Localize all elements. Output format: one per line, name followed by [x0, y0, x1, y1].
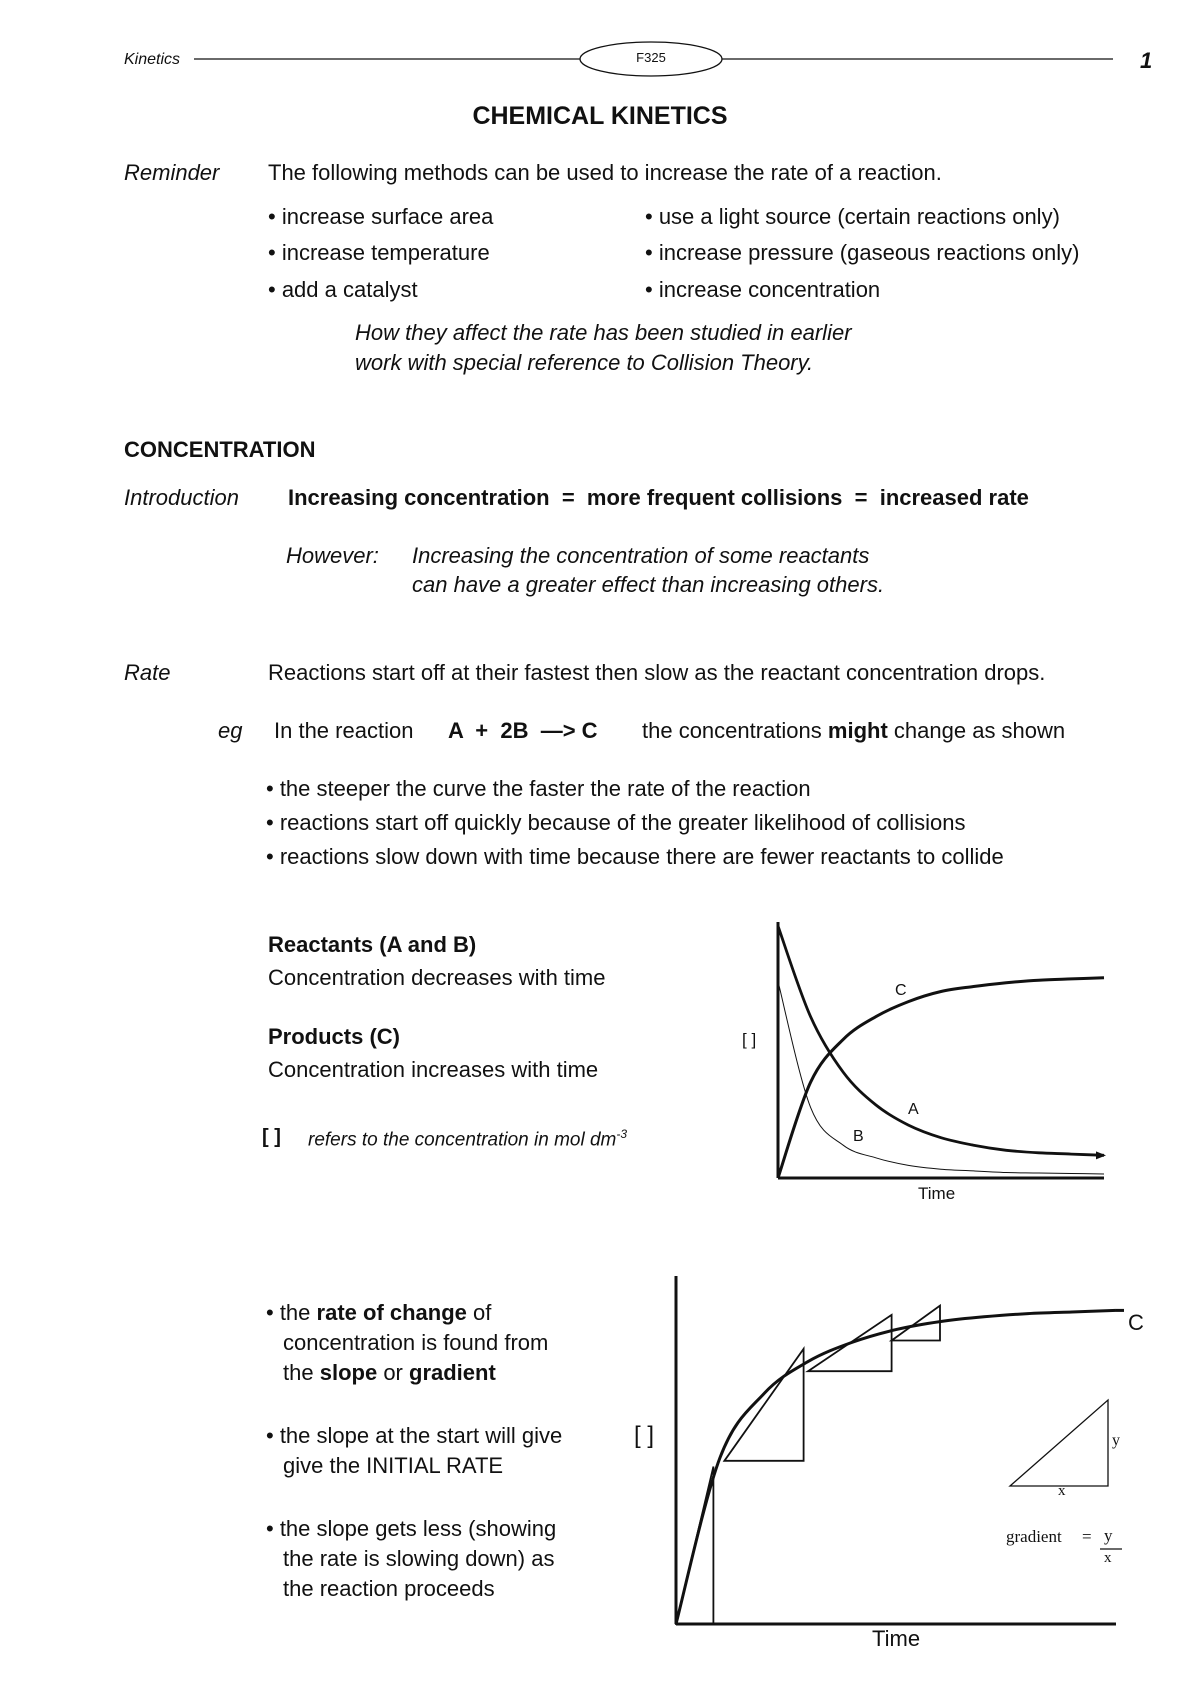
- chart2-series-c-line: [676, 1310, 1116, 1624]
- eg-label: eg: [218, 718, 243, 743]
- list-item: • reactions start off quickly because of the greater likelihood of collisions: [266, 810, 966, 835]
- eg-bold: might: [827, 718, 888, 743]
- reminder-label: Reminder: [124, 160, 220, 185]
- reactants-text: Concentration decreases with time: [268, 965, 606, 990]
- reminder-text: The following methods can be used to increase the rate of a reaction.: [268, 160, 942, 185]
- however-line2: can have a greater effect than increasing others.: [412, 572, 885, 597]
- list-item: • use a light source (certain reactions only): [645, 204, 1060, 229]
- gradient-formula-numerator: y: [1104, 1526, 1113, 1545]
- page-title: CHEMICAL KINETICS: [472, 102, 728, 130]
- chart2-ylabel: [ ]: [634, 1422, 655, 1449]
- list-item: • increase concentration: [645, 277, 881, 302]
- eg-equation: A + 2B —> C: [448, 718, 598, 743]
- slope-note-3-line1: • the slope gets less (showing: [266, 1516, 557, 1541]
- however-line1: Increasing the concentration of some reactants: [412, 543, 870, 568]
- list-item: • increase pressure (gaseous reactions only): [645, 240, 1080, 265]
- list-item: • increase surface area: [268, 204, 494, 229]
- slope-note-1-l3d: gradient: [409, 1360, 496, 1385]
- products-text: Concentration increases with time: [268, 1057, 599, 1082]
- gradient-formula-equals: =: [1082, 1527, 1092, 1546]
- slope-note-1-line2: concentration is found from: [283, 1330, 549, 1355]
- slope-note-2-line2: give the INITIAL RATE: [283, 1453, 504, 1478]
- header-left: Kinetics: [124, 51, 181, 68]
- list-item: • the steeper the curve the faster the rate of the reaction: [266, 776, 811, 801]
- bracket-note-sup: -3: [616, 1127, 628, 1141]
- slope-note-1-l3a: the: [283, 1360, 314, 1385]
- chart1-series-label-c: C: [895, 982, 907, 999]
- triangle-y-label: y: [1112, 1432, 1120, 1449]
- header-center: F325: [636, 50, 666, 65]
- chart2-series-label-c: C: [1128, 1310, 1144, 1335]
- reactants-heading: Reactants (A and B): [268, 932, 477, 957]
- slope-note-1-c: of: [473, 1300, 492, 1325]
- section-heading-concentration: CONCENTRATION: [124, 437, 316, 462]
- list-item: • increase temperature: [268, 240, 490, 265]
- page-number: 1: [1140, 48, 1153, 73]
- however-label: However:: [286, 543, 379, 568]
- intro-text: Increasing concentration = more frequent collisions = increased rate: [288, 485, 1029, 510]
- chart1-ylabel: [ ]: [742, 1030, 757, 1049]
- triangle-x-label: x: [1058, 1483, 1066, 1499]
- reminder-note-line1: How they affect the rate has been studied in earlier: [355, 320, 852, 345]
- slope-note-3-line3: the reaction proceeds: [283, 1576, 495, 1601]
- rate-text: Reactions start off at their fastest then slow as the reactant concentration drops.: [268, 660, 1046, 685]
- tangent-triangle: [676, 1467, 713, 1624]
- tangent-triangle: [808, 1315, 892, 1371]
- intro-label: Introduction: [124, 485, 239, 510]
- slope-note-1-a: • the: [266, 1300, 311, 1325]
- list-item: • add a catalyst: [268, 277, 418, 302]
- rate-label: Rate: [124, 660, 171, 685]
- slope-note-1-l3c: or: [383, 1360, 403, 1385]
- eg-middle: the concentrations: [642, 718, 822, 743]
- products-heading: Products (C): [268, 1024, 400, 1049]
- chart1-series-label-a: A: [908, 1101, 919, 1118]
- chart1-xlabel: Time: [918, 1184, 956, 1203]
- bracket-symbol: [ ]: [262, 1126, 281, 1148]
- bracket-note-text: refers to the concentration in mol dm: [308, 1129, 617, 1151]
- slope-note-3-line2: the rate is slowing down) as: [283, 1546, 555, 1571]
- slope-note-2-line1: • the slope at the start will give: [266, 1423, 563, 1448]
- gradient-formula-label: gradient: [1006, 1527, 1062, 1546]
- eg-prefix: In the reaction: [274, 718, 414, 743]
- reminder-note-line2: work with special reference to Collision Theory.: [355, 350, 814, 375]
- slope-note-1-b: rate of change: [316, 1300, 467, 1325]
- slope-note-1-l3b: slope: [319, 1360, 378, 1385]
- eg-suffix: change as shown: [893, 718, 1066, 743]
- reference-triangle: [1010, 1400, 1108, 1486]
- chart1-series-label-b: B: [853, 1128, 864, 1145]
- tangent-triangle: [724, 1349, 803, 1461]
- gradient-formula-denominator: x: [1104, 1550, 1112, 1566]
- list-item: • reactions slow down with time because there are fewer reactants to collide: [266, 844, 1004, 869]
- chart2-xlabel: Time: [872, 1626, 921, 1651]
